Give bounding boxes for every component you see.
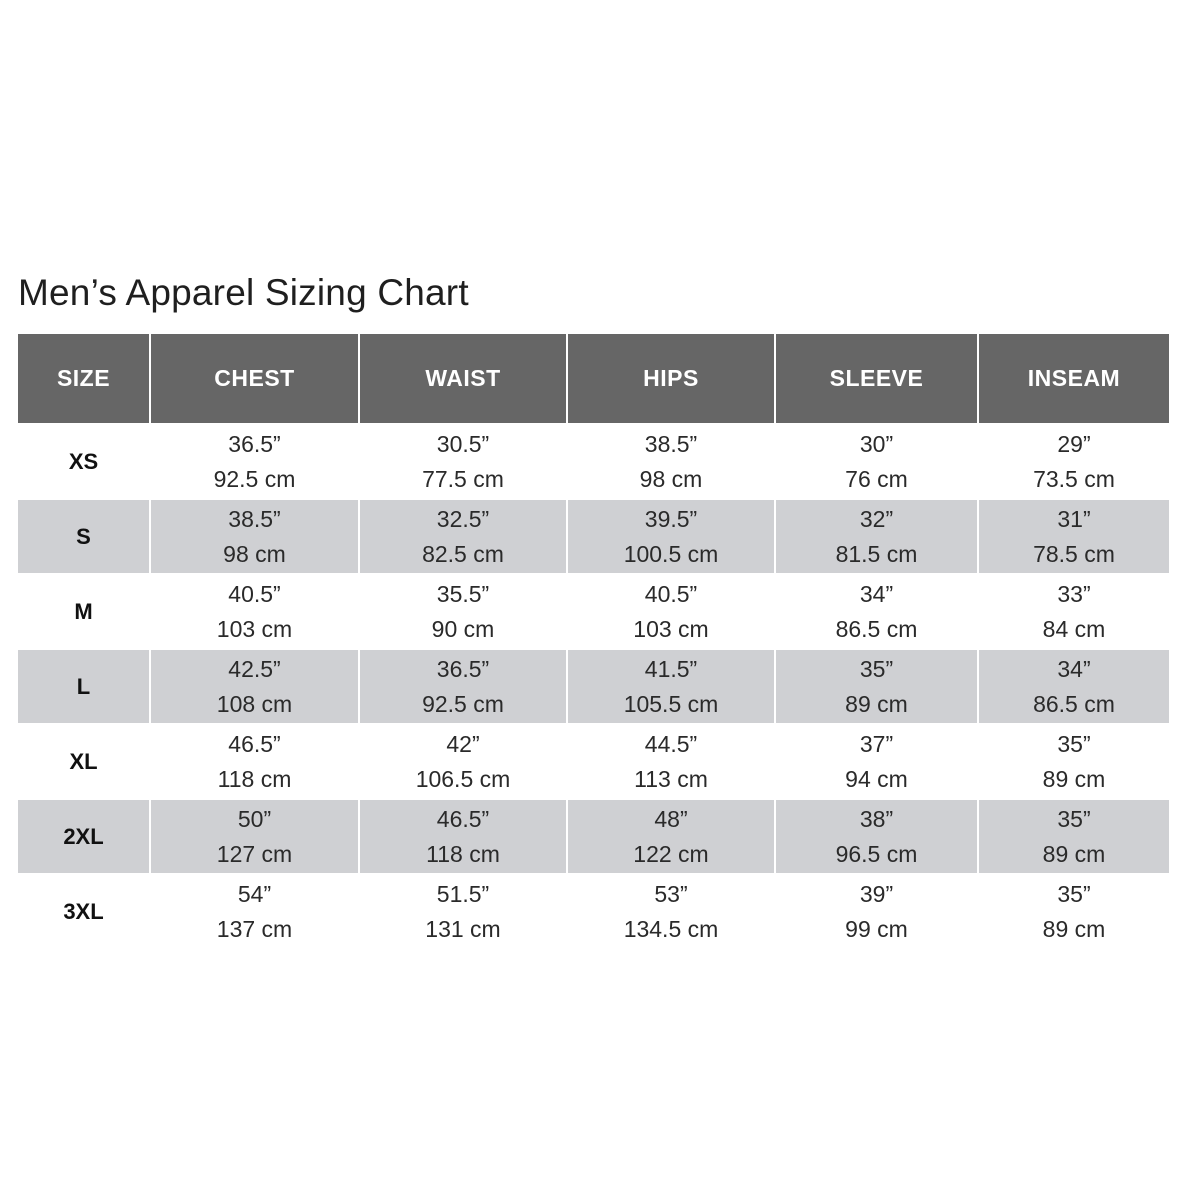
- inch-value: 54”: [237, 880, 272, 907]
- waist-cell: [360, 425, 566, 498]
- size-label: M: [74, 599, 93, 624]
- inch-value: 33”: [1057, 580, 1091, 607]
- inch-value: 35”: [1057, 805, 1091, 832]
- cm-value: 84 cm: [1042, 615, 1106, 642]
- inch-value: 34”: [859, 580, 894, 607]
- hips-cell: [568, 575, 774, 648]
- inch-value: 40.5”: [228, 580, 281, 607]
- inch-value: 32.5”: [436, 505, 490, 532]
- inseam-cell: [979, 725, 1169, 798]
- cm-value: 96.5 cm: [835, 840, 918, 867]
- page-title: Men’s Apparel Sizing Chart: [18, 272, 469, 313]
- header-chest: CHEST: [151, 334, 358, 423]
- cm-value: 134.5 cm: [623, 915, 719, 942]
- inch-value: 40.5”: [644, 580, 698, 607]
- inch-value: 50”: [237, 805, 272, 832]
- inch-value: 30.5”: [436, 430, 490, 457]
- inch-value: 46.5”: [436, 805, 490, 832]
- cm-value: 81.5 cm: [835, 540, 918, 567]
- inseam-cell: [979, 575, 1169, 648]
- inch-value: 35”: [859, 655, 894, 682]
- inch-value: 34”: [1057, 655, 1091, 682]
- inch-value: 46.5”: [228, 730, 281, 757]
- inseam-cell: [979, 425, 1169, 498]
- waist-cell: [360, 875, 566, 948]
- sleeve-cell: [776, 575, 977, 648]
- inch-value: 36.5”: [436, 655, 490, 682]
- inseam-cell: [979, 875, 1169, 948]
- sleeve-cell: [776, 875, 977, 948]
- cm-value: 100.5 cm: [623, 540, 719, 567]
- inseam-cell: [979, 800, 1169, 873]
- cm-value: 99 cm: [845, 915, 908, 942]
- cm-value: 86.5 cm: [1033, 690, 1115, 717]
- size-label: 2XL: [18, 800, 149, 873]
- inch-value: 35”: [1057, 880, 1091, 907]
- waist-cell: [360, 650, 566, 723]
- cm-value: 92.5 cm: [213, 465, 296, 492]
- header-hips: HIPS: [568, 334, 774, 423]
- cm-value: 98 cm: [639, 465, 703, 492]
- chest-cell: [151, 800, 358, 873]
- inch-value: 48”: [654, 805, 688, 832]
- size-label: S: [18, 500, 149, 573]
- chest-cell: [151, 875, 358, 948]
- inch-value: 39.5”: [644, 505, 698, 532]
- size-label: L: [18, 650, 149, 723]
- cm-value: 137 cm: [216, 915, 293, 942]
- hips-cell: [568, 875, 774, 948]
- waist-cell: [360, 575, 566, 648]
- sleeve-cell: [776, 650, 977, 723]
- cm-value: 92.5 cm: [422, 690, 504, 717]
- hips-cell: [568, 650, 774, 723]
- cm-value: 131 cm: [425, 915, 501, 942]
- inch-value: 39”: [859, 880, 894, 907]
- cm-value: 94 cm: [845, 765, 908, 792]
- cm-value: 106.5 cm: [415, 765, 511, 792]
- cm-value: 103 cm: [633, 615, 709, 642]
- waist-cell: [360, 725, 566, 798]
- inch-value: 42.5”: [228, 655, 281, 682]
- inseam-cell: [979, 500, 1169, 573]
- waist-cell: [360, 800, 566, 873]
- cm-value: 90 cm: [431, 615, 495, 642]
- hips-cell: [568, 425, 774, 498]
- sleeve-cell: [776, 800, 977, 873]
- cm-value: 113 cm: [634, 765, 708, 792]
- inch-value: 38.5”: [228, 505, 281, 532]
- cm-value: 98 cm: [223, 540, 286, 567]
- cm-value: 82.5 cm: [422, 540, 504, 567]
- inch-value: 37”: [859, 730, 894, 757]
- hips-cell: [568, 800, 774, 873]
- inch-value: 42”: [446, 730, 480, 757]
- cm-value: 108 cm: [216, 690, 293, 717]
- inch-value: 51.5”: [436, 880, 490, 907]
- size-label: XS: [68, 449, 99, 474]
- cm-value: 89 cm: [1042, 765, 1106, 792]
- inch-value: 30”: [859, 430, 894, 457]
- cm-value: 118 cm: [426, 840, 500, 867]
- sleeve-cell: [776, 500, 977, 573]
- sizing-table: [18, 334, 1165, 948]
- inch-value: 32”: [859, 505, 894, 532]
- inch-value: 44.5”: [644, 730, 698, 757]
- size-label: XL: [69, 749, 98, 774]
- header-waist: WAIST: [360, 334, 566, 423]
- cm-value: 89 cm: [1042, 840, 1106, 867]
- chest-cell: [151, 425, 358, 498]
- cm-value: 76 cm: [845, 465, 908, 492]
- hips-cell: [568, 725, 774, 798]
- header-sleeve: SLEEVE: [776, 334, 977, 423]
- cm-value: 73.5 cm: [1033, 465, 1115, 492]
- cm-value: 122 cm: [633, 840, 709, 867]
- inch-value: 38”: [859, 805, 894, 832]
- inch-value: 36.5”: [228, 430, 281, 457]
- cm-value: 77.5 cm: [422, 465, 504, 492]
- inseam-cell: [979, 650, 1169, 723]
- cm-value: 78.5 cm: [1033, 540, 1115, 567]
- sleeve-cell: [776, 725, 977, 798]
- inch-value: 41.5”: [644, 655, 698, 682]
- chest-cell: [151, 575, 358, 648]
- cm-value: 86.5 cm: [835, 615, 918, 642]
- sleeve-cell: [776, 425, 977, 498]
- hips-cell: [568, 500, 774, 573]
- inch-value: 35.5”: [436, 580, 490, 607]
- cm-value: 127 cm: [216, 840, 293, 867]
- inch-value: 38.5”: [644, 430, 698, 457]
- cm-value: 103 cm: [216, 615, 293, 642]
- cm-value: 105.5 cm: [623, 690, 719, 717]
- inch-value: 35”: [1057, 730, 1091, 757]
- header-size: SIZE: [18, 334, 149, 423]
- cm-value: 118 cm: [217, 765, 292, 792]
- cm-value: 89 cm: [1042, 915, 1106, 942]
- chest-cell: [151, 650, 358, 723]
- inch-value: 53”: [654, 880, 688, 907]
- inch-value: 29”: [1057, 430, 1091, 457]
- size-label: 3XL: [63, 899, 104, 924]
- chest-cell: [151, 500, 358, 573]
- header-inseam: INSEAM: [979, 334, 1169, 423]
- cm-value: 89 cm: [845, 690, 908, 717]
- inch-value: 31”: [1057, 505, 1091, 532]
- chest-cell: [151, 725, 358, 798]
- waist-cell: [360, 500, 566, 573]
